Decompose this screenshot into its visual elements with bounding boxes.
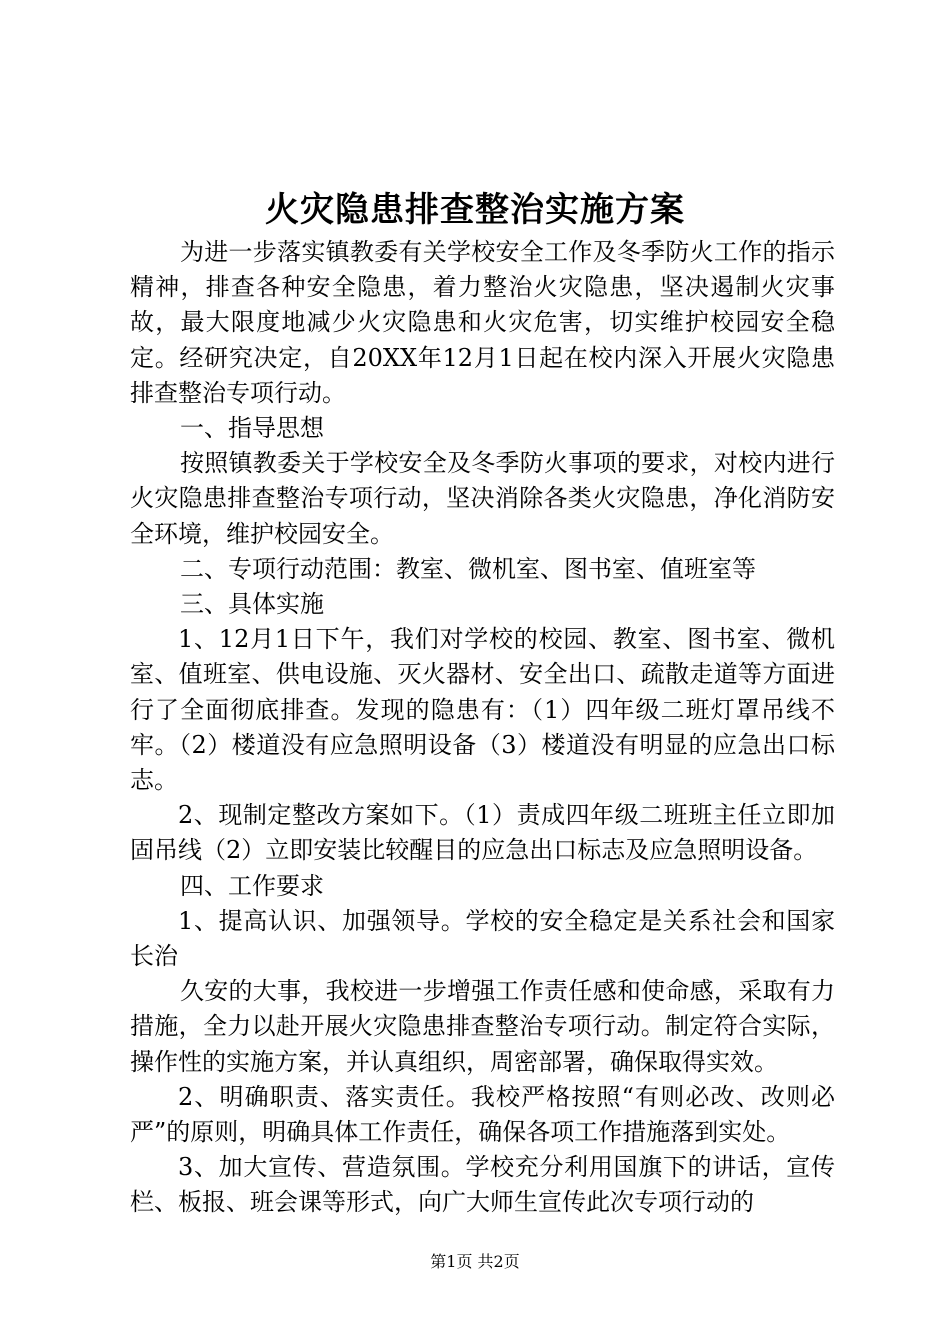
- document-body: [130, 235, 835, 1221]
- implementation-item-2: 2、现制定整改方案如下。（1）责成四年级二班班主任立即加固吊线（2）立即安装比较醒目的应急出口标志及应急照明设备。: [130, 801, 835, 865]
- document-title: 火灾隐患排查整治实施方案: [265, 190, 685, 230]
- guiding-thought-paragraph: 按照镇教委关于学校安全及冬季防火事项的要求，对校内进行火灾隐患排查整治专项行动，坚决消除各类火灾隐患，净化消防安全环境，维护校园安全。: [130, 449, 835, 548]
- requirement-item-1: 1、提高认识、加强领导。学校的安全稳定是关系社会和国家长治: [130, 906, 835, 971]
- page-number-footer: 第1页 共2页: [430, 1252, 520, 1271]
- implementation-item-1: 1、12月1日下午，我们对学校的校园、教室、图书室、微机室、值班室、供电设施、灭火器材、安全出口、疏散走道等方面进行了全面彻底排查。发现的隐患有：（1）四年级二班灯罩吊线不牢。（2）楼道没有应急照明设备（3）楼道没有明显的应急出口标志。: [130, 625, 835, 795]
- section-heading-guiding-thought: 一、指导思想: [180, 414, 324, 443]
- section-heading-scope: 二、专项行动范围：教室、微机室、图书室、值班室等: [180, 554, 756, 583]
- section-heading-requirements: 四、工作要求: [180, 871, 324, 900]
- intro-paragraph: 为进一步落实镇教委有关学校安全工作及冬季防火工作的指示精神，排查各种安全隐患，着力整治火灾隐患，坚决遏制火灾事故，最大限度地减少火灾隐患和火灾危害，切实维护校园安全稳定。经研究决定，自20XX年12月1日起在校内深入开展火灾隐患排查整治专项行动。: [130, 238, 835, 407]
- section-heading-implementation: 三、具体实施: [180, 590, 324, 619]
- requirement-item-3: 3、加大宣传、营造氛围。学校充分利用国旗下的讲话，宣传栏、板报、班会课等形式，向广大师生宣传此次专项行动的: [130, 1153, 835, 1217]
- requirement-item-2: 2、明确职责、落实责任。我校严格按照“有则必改、改则必严”的原则，明确具体工作责任，确保各项工作措施落到实处。: [130, 1082, 835, 1147]
- requirement-item-1-continued: 久安的大事，我校进一步增强工作责任感和使命感，采取有力措施，全力以赴开展火灾隐患排查整治专项行动。制定符合实际，操作性的实施方案，并认真组织，周密部署，确保取得实效。: [130, 977, 835, 1076]
